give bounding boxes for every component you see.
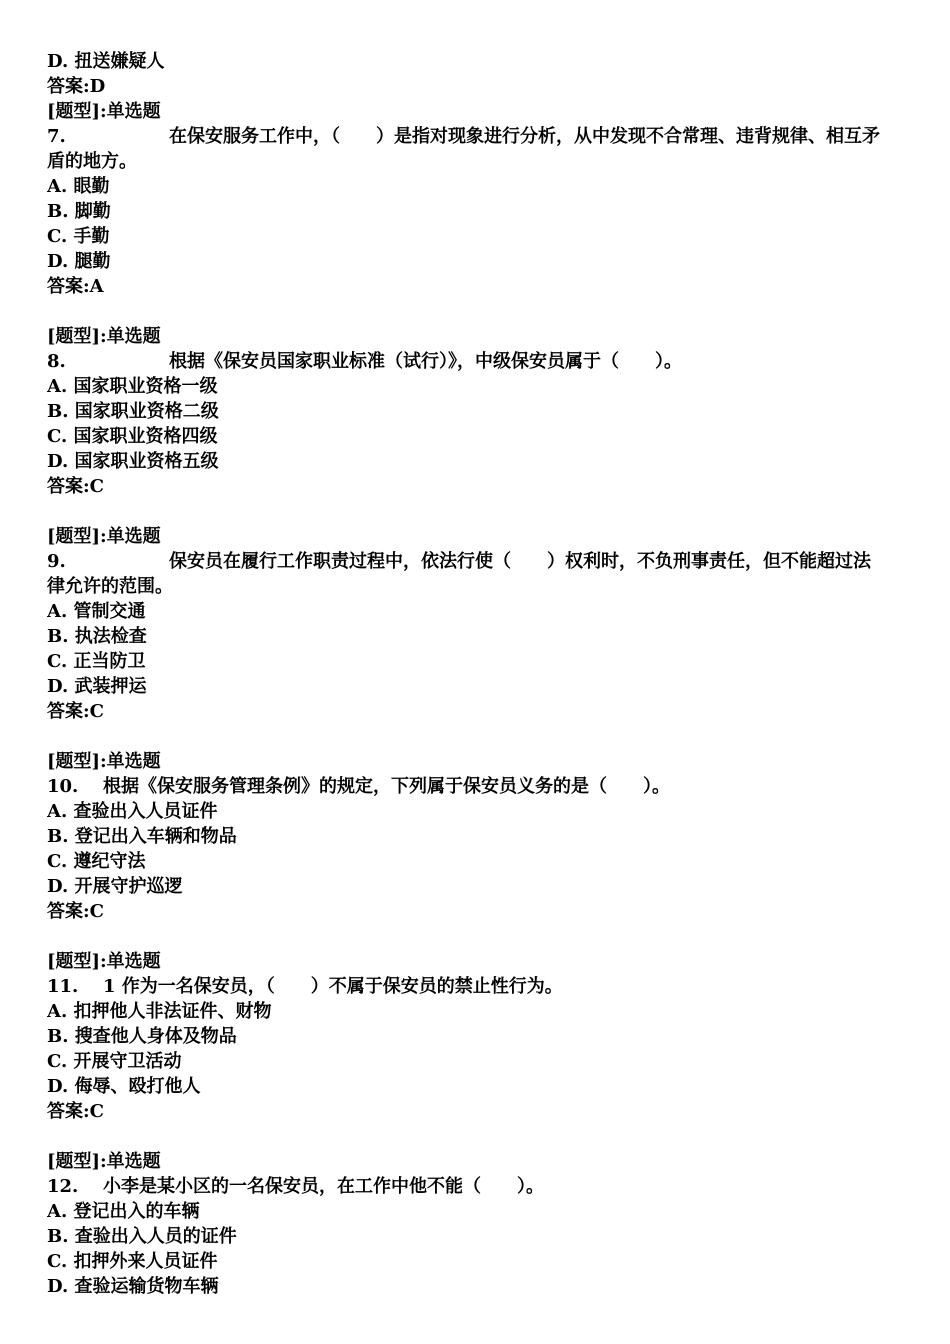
question-stem — [47, 1174, 909, 1199]
question-number: 10. — [47, 776, 79, 797]
option-d: D. 侮辱、殴打他人 — [47, 1076, 201, 1097]
option-a: A. 查验出入人员证件 — [47, 801, 218, 822]
question-text: 保安员在履行工作职责过程中，依法行使（ ）权利时，不负刑事责任，但不能超过法 — [169, 551, 871, 572]
question-text: 小李是某小区的一名保安员，在工作中他不能（ ）。 — [103, 1176, 544, 1197]
option-c: C. 国家职业资格四级 — [47, 426, 218, 447]
spacer — [47, 499, 909, 524]
option-a: A. 扣押他人非法证件、财物 — [47, 1001, 272, 1022]
question-number: 8. — [47, 351, 66, 372]
question-stem — [47, 124, 909, 149]
option-c: C. 开展守卫活动 — [47, 1051, 182, 1072]
option-c: C. 手勤 — [47, 226, 110, 247]
option-a: A. 国家职业资格一级 — [47, 376, 218, 397]
option-d: D. 开展守护巡逻 — [47, 876, 183, 897]
option-b: B. 脚勤 — [47, 201, 111, 222]
option-a: A. 管制交通 — [47, 601, 146, 622]
spacer — [47, 299, 909, 324]
question-stem — [47, 549, 909, 574]
question-type: [题型]:单选题 — [47, 1151, 161, 1172]
option-d: D. 查验运输货物车辆 — [47, 1276, 219, 1297]
question-text: 根据《保安员国家职业标准（试行）》，中级保安员属于（ ）。 — [169, 351, 682, 372]
spacer — [47, 924, 909, 949]
question-number: 12. — [47, 1176, 79, 1197]
option-b: B. 查验出入人员的证件 — [47, 1226, 237, 1247]
option-b: B. 搜查他人身体及物品 — [47, 1026, 237, 1047]
answer: 答案:C — [47, 901, 104, 922]
question-text-continued: 律允许的范围。 — [47, 576, 173, 597]
answer: 答案:C — [47, 1101, 104, 1122]
question-stem — [47, 974, 909, 999]
option-d: D. 武装押运 — [47, 676, 147, 697]
option-d: D. 腿勤 — [47, 251, 111, 272]
answer: 答案:D — [47, 76, 106, 97]
question-text: 在保安服务工作中，（ ）是指对现象进行分析，从中发现不合常理、违背规律、相互矛 — [169, 126, 880, 147]
question-number: 11. — [47, 976, 79, 997]
question-stem — [47, 774, 909, 799]
exam-document — [47, 49, 909, 1299]
option-c: C. 遵纪守法 — [47, 851, 146, 872]
question-text: 1 作为一名保安员，（ ）不属于保安员的禁止性行为。 — [103, 976, 563, 997]
question-type: [题型]:单选题 — [47, 751, 161, 772]
option-a: A. 眼勤 — [47, 176, 110, 197]
question-type: [题型]:单选题 — [47, 951, 161, 972]
option-b: B. 国家职业资格二级 — [47, 401, 219, 422]
question-number: 7. — [47, 126, 66, 147]
spacer — [47, 724, 909, 749]
option-c: C. 扣押外来人员证件 — [47, 1251, 218, 1272]
question-text: 根据《保安服务管理条例》的规定，下列属于保安员义务的是（ ）。 — [103, 776, 670, 797]
question-text-continued: 盾的地方。 — [47, 151, 137, 172]
spacer — [47, 1124, 909, 1149]
question-type: [题型]:单选题 — [47, 526, 161, 547]
option-c: C. 正当防卫 — [47, 651, 146, 672]
option-d: D. 扭送嫌疑人 — [47, 51, 165, 72]
answer: 答案:C — [47, 476, 104, 497]
option-a: A. 登记出入的车辆 — [47, 1201, 200, 1222]
option-b: B. 登记出入车辆和物品 — [47, 826, 237, 847]
question-type: [题型]:单选题 — [47, 101, 161, 122]
option-b: B. 执法检查 — [47, 626, 147, 647]
answer: 答案:C — [47, 701, 104, 722]
question-stem — [47, 349, 909, 374]
answer: 答案:A — [47, 276, 104, 297]
question-number: 9. — [47, 551, 66, 572]
option-d: D. 国家职业资格五级 — [47, 451, 219, 472]
question-type: [题型]:单选题 — [47, 326, 161, 347]
